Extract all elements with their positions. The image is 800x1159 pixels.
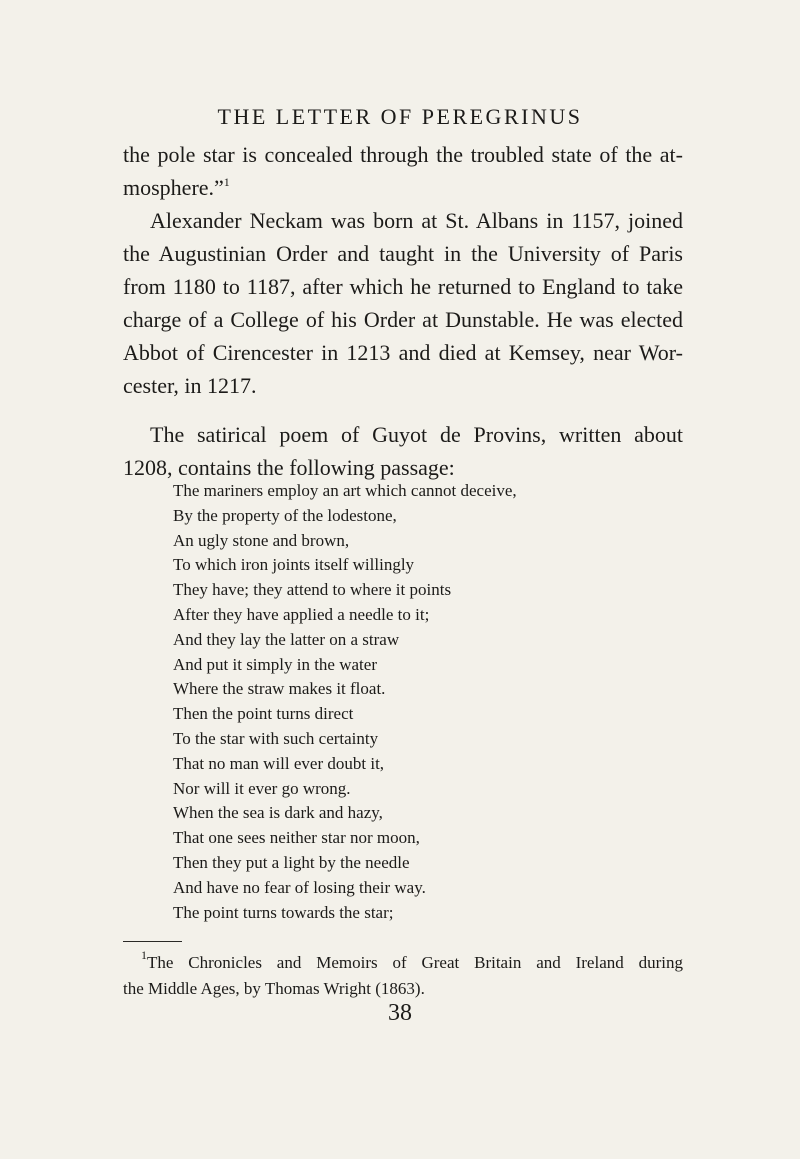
verse-line: By the property of the lodestone, [173,505,397,525]
verse-line: That no man will ever doubt it, [173,753,385,773]
verse-line: Nor will it ever go wrong. [173,778,351,798]
footnote [123,950,683,1002]
footnote-line: the Middle Ages, by Thomas Wright (1863). [123,979,425,998]
text-line: mosphere.”$^1$ [123,175,230,200]
verse-line: The mariners employ an art which cannot deceive, [173,481,517,500]
text-line: Abbot of Cirencester in 1213 and died at Kemsey, near Wor- [123,340,683,365]
verse-line: When the sea is dark and hazy, [173,803,383,823]
paragraph-continued [123,138,683,204]
footnote-line: $^1$The Chronicles and Memoirs of Great Britain and Ireland during [141,948,683,972]
verse-line: And they lay the latter on a straw [173,629,400,649]
footnote-marker: 1 [141,948,147,962]
text-line: cester, in 1217. [123,373,257,398]
text-line: Alexander Neckam was born at St. Albans in 1157, joined [150,208,683,233]
verse-line: They have; they attend to where it points [173,580,452,600]
text-line: the Augustinian Order and taught in the University of Paris [123,241,683,266]
page-number: 38 [388,1000,412,1026]
footnote-reference: 1 [223,175,230,189]
verse-line: And have no fear of losing their way. [173,877,426,897]
text-line: from 1180 to 1187, after which he returned to England to take [123,274,683,299]
verse-line: Where the straw makes it float. [173,679,386,699]
verse-line: Then the point turns direct [173,704,354,724]
text-line: 1208, contains the following passage: [123,455,455,480]
verse-line: To the star with such certainty [173,728,379,748]
paragraph-neckam [123,204,683,402]
body-text [123,138,683,484]
paragraph-guyot [123,418,683,484]
verse-line: And put it simply in the water [173,654,377,674]
verse-line: An ugly stone and brown, [173,530,350,550]
running-header: THE LETTER OF PEREGRINUS [217,104,583,129]
text-line: The satirical poem of Guyot de Provins, written about [150,422,683,447]
verse-line: To which iron joints itself willingly [173,555,415,575]
verse-line: Then they put a light by the needle [173,852,410,872]
verse-line: After they have applied a needle to it; [173,604,430,624]
verse-block [173,479,517,925]
verse-line: The point turns towards the star; [173,902,394,922]
verse-line: That one sees neither star nor moon, [173,828,420,848]
text-line: charge of a College of his Order at Dunstable. He was elected [123,307,683,332]
footnote-rule [123,941,182,942]
text-line: the pole star is concealed through the troubled state of the at- [123,142,683,167]
